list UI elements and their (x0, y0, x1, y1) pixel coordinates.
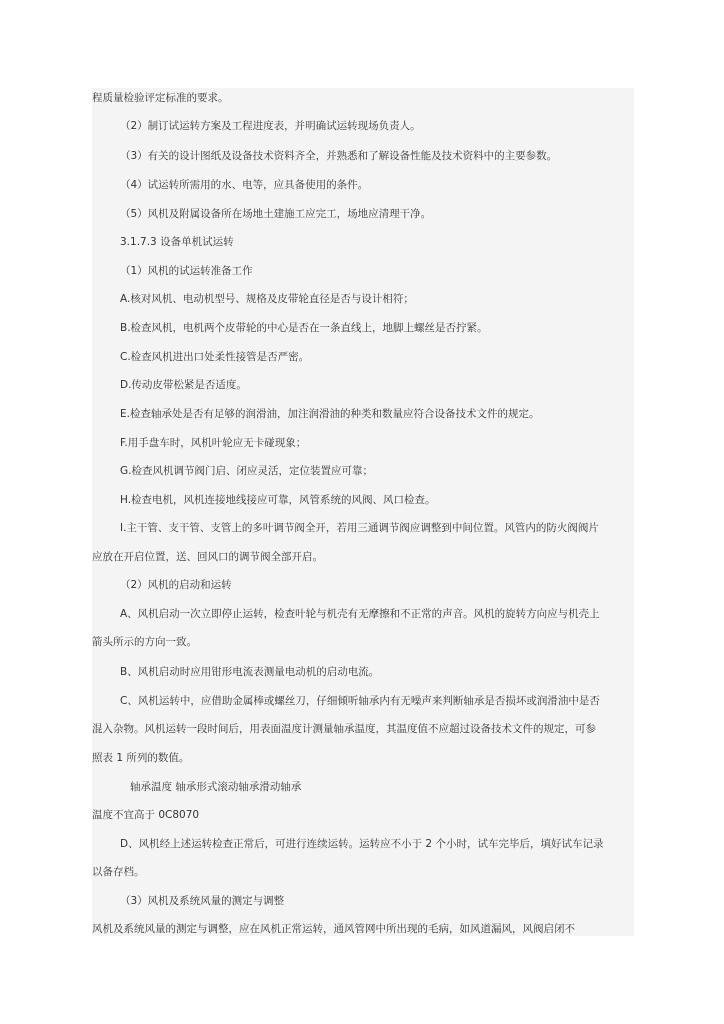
text-line: E.检查轴承处是否有足够的润滑油，加注润滑油的种类和数量应符合设备技术文件的规定。 (120, 408, 540, 420)
text-line: （3）有关的设计图纸及设备技术资料齐全，并熟悉和了解设备性能及技术资料中的主要参数。 (120, 150, 558, 162)
text-line: A、风机启动一次立即停止运转，检查叶轮与机壳有无摩擦和不正常的声音。风机的旋转方向应与机壳上 (120, 608, 600, 620)
text-line: 箭头所示的方向一致。 (92, 636, 197, 648)
text-line: 程质量检验评定标准的要求。 (92, 92, 229, 104)
text-line: 以备存档。 (92, 866, 145, 878)
text-line: D.传动皮带松紧是否适度。 (120, 379, 247, 391)
text-line: D、风机经上述运转检查正常后，可进行连续运转。运转应不小于 2 个小时，试车完毕后，填好试车记录 (120, 838, 604, 850)
text-line: I.主干管、支干管、支管上的多叶调节阀全开，若用三通调节阀应调整到中间位置。风管内的防火阀阀片 (120, 522, 599, 534)
text-line: H.检查电机，风机连接地线接应可靠，风管系统的风阀、风口检查。 (120, 494, 436, 506)
text-line: B.检查风机，电机两个皮带轮的中心是否在一条直线上，地脚上螺丝是否拧紧。 (120, 322, 488, 334)
text-line: （4）试运转所需用的水、电等，应具备使用的条件。 (120, 179, 369, 191)
table-row-line: 温度不宜高于 0C8070 (92, 809, 200, 821)
document-page (92, 88, 634, 936)
text-line: （3）风机及系统风量的测定与调整 (120, 895, 285, 907)
text-line: 应放在开启位置，送、回风口的调节阀全部开启。 (92, 551, 323, 563)
text-line: G.检查风机调节阀门启、闭应灵活，定位装置应可靠； (120, 465, 373, 477)
text-line: （2）风机的启动和运转 (120, 579, 232, 591)
text-line: 照表 1 所列的数值。 (92, 752, 190, 764)
text-line: C、风机运转中，应借助金属棒或螺丝刀，仔细倾听轴承内有无噪声来判断轴承是否损坏或润滑油中是否 (120, 695, 600, 707)
text-line: 混入杂物。风机运转一段时间后，用表面温度计测量轴承温度，其温度值不应超过设备技术文件的规定，可参 (92, 723, 596, 735)
text-line: 风机及系统风量的测定与调整，应在风机正常运转，通风管网中所出现的毛病，如风道漏风，风阀启闭不 (92, 923, 575, 935)
text-line: F.用手盘车时，风机叶轮应无卡碰现象； (120, 437, 307, 449)
table-header-line: 轴承温度 轴承形式滚动轴承滑动轴承 (130, 781, 302, 793)
text-line: （2）制订试运转方案及工程进度表，并明确试运转现场负责人。 (120, 120, 421, 132)
text-line: （1）风机的试运转准备工作 (120, 265, 253, 277)
section-heading: 3.1.7.3 设备单机试运转 (120, 236, 234, 248)
text-line: （5）风机及附属设备所在场地土建施工应完工，场地应清理干净。 (120, 208, 432, 220)
text-line: C.检查风机进出口处柔性接管是否严密。 (120, 351, 310, 363)
text-line: A.核对风机、电动机型号、规格及皮带轮直径是否与设计相符； (120, 293, 414, 305)
text-line: B、风机启动时应用钳形电流表测量电动机的启动电流。 (120, 666, 380, 678)
